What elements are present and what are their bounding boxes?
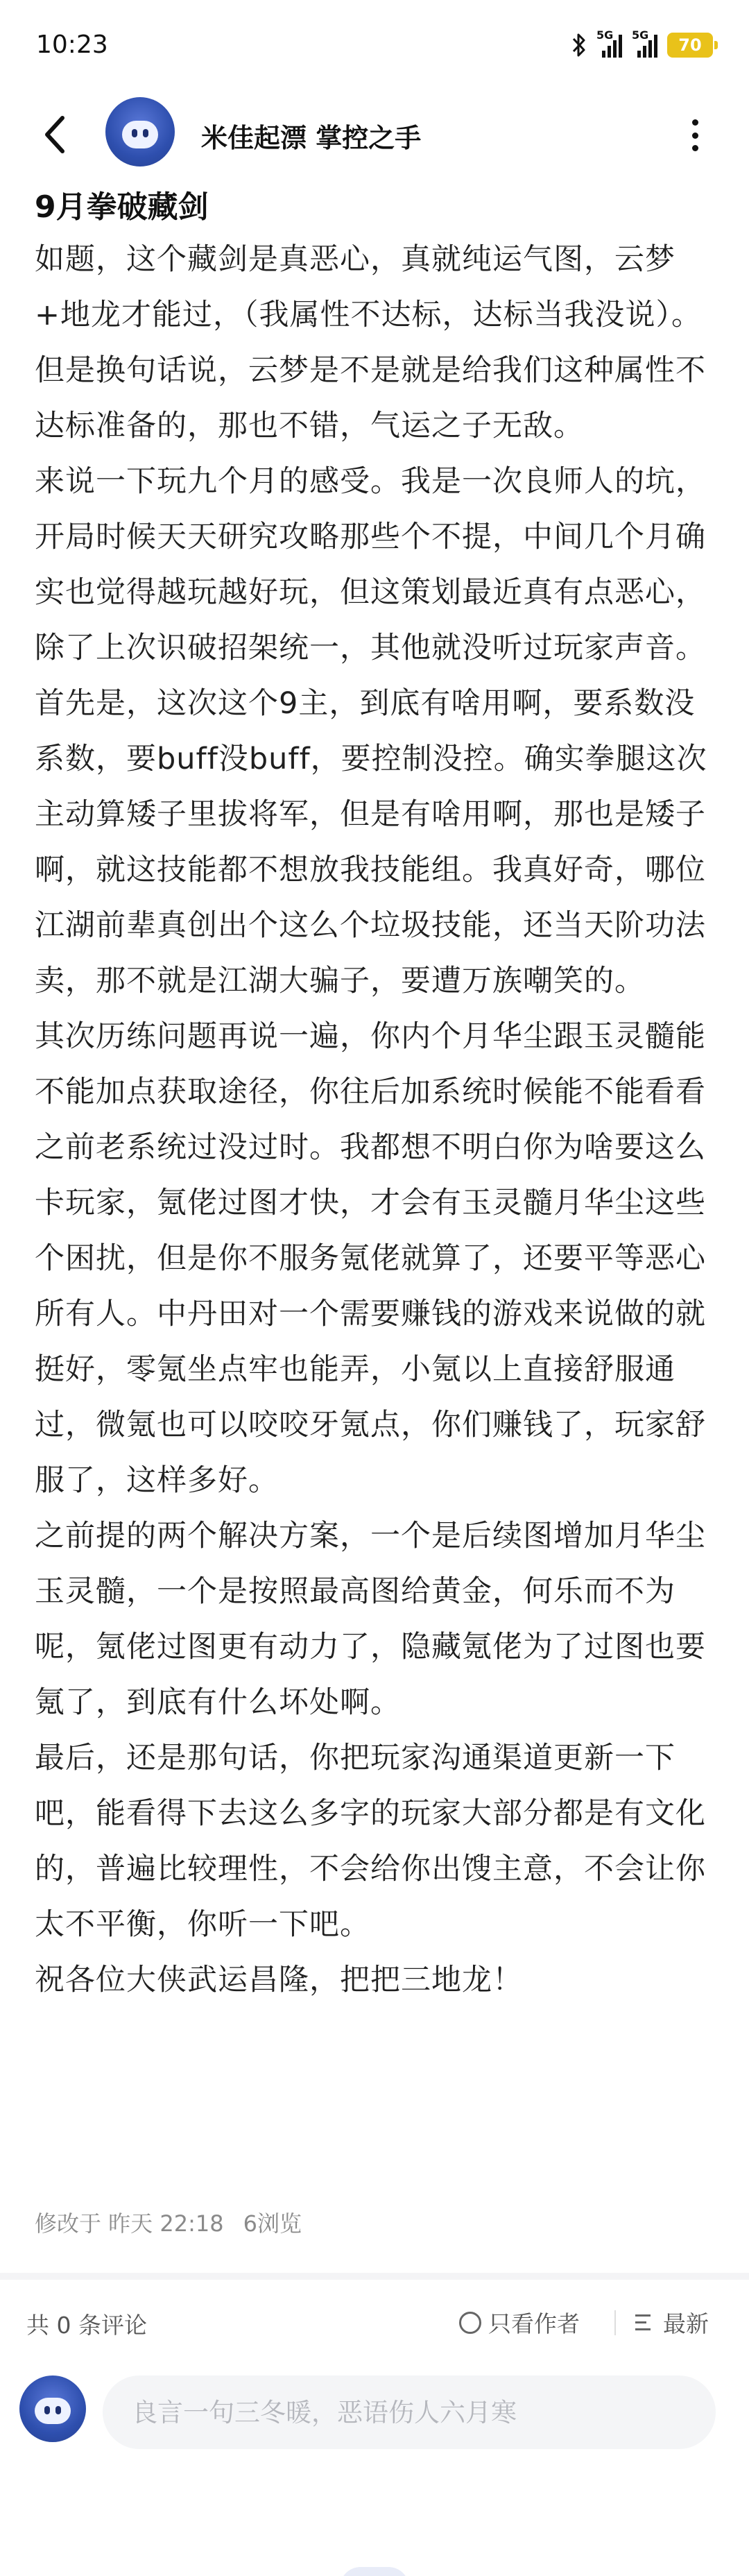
post-paragraph: 首先是，这次这个9主，到底有啥用啊，要系数没系数，要buff没buff，要控制没控。确实拳腿这次主动算矮子里拔将军，但是有啥用啊，那也是矮子啊，就这技能都不想放我技能组。我真好奇，哪位江湖前辈真创出个这么个垃圾技能，还当天阶功法卖，那不就是江湖大骗子，要遭万族嘲笑的。: [35, 686, 707, 998]
post-paragraph: 最后，还是那句话，你把玩家沟通渠道更新一下吧，能看得下去这么多字的玩家大部分都是有文化的，普遍比较理性，不会给你出馊主意，不会让你太不平衡，你听一下吧。: [35, 1741, 706, 1942]
post-paragraph: 其次历练问题再说一遍，你内个月华尘跟玉灵髓能不能加点获取途径，你往后加系统时候能不能看看之前老系统过没过时。我都想不明白你为啥要这么卡玩家，氪佬过图才快，才会有玉灵髓月华尘这些个困扰，但是你不服务氪佬就算了，还要平等恶心所有人。中丹田对一个需要赚钱的游戏来说做的就挺好，零氪坐点牢也能弄，小氪以上直接舒服通过，微氪也可以咬咬牙氪点，你们赚钱了，玩家舒服了，这样多好。: [35, 1019, 706, 1498]
comment-input[interactable]: [103, 2375, 716, 2449]
section-divider: [0, 2273, 749, 2280]
post-paragraph: 之前提的两个解决方案，一个是后续图增加月华尘玉灵髓，一个是按照最高图给黄金，何乐而不为呢，氪佬过图更有动力了，隐藏氪佬为了过图也要氪了，到底有什么坏处啊。: [35, 1519, 706, 1720]
chevron-left-icon[interactable]: [40, 112, 71, 157]
post-paragraph: 如题，这个藏剑是真恶心，真就纯运气图，云梦+地龙才能过，（我属性不达标，达标当我没说）。: [35, 242, 703, 332]
comment-count: 共 0 条评论: [26, 2312, 147, 2339]
only-author-label: 只看作者: [488, 2310, 580, 2337]
modified-time: 修改于 昨天 22:18: [35, 2210, 224, 2237]
status-icons: [571, 28, 713, 62]
radio-icon: [459, 2312, 481, 2334]
signal-icon: [596, 28, 622, 58]
more-vertical-icon[interactable]: [691, 119, 699, 151]
floating-button[interactable]: [340, 2567, 409, 2576]
author-name[interactable]: 米佳起漂 掌控之手: [201, 123, 422, 153]
signal-icon: [632, 28, 657, 58]
sort-label: 最新: [663, 2310, 709, 2337]
bluetooth-icon: [571, 31, 587, 59]
view-count: 6浏览: [243, 2210, 302, 2237]
comments-bar: [0, 2280, 749, 2363]
author-avatar[interactable]: [105, 97, 175, 167]
post-paragraph: 但是换句话说，云梦是不是就是给我们这种属性不达标准备的，那也不错，气运之子无敌。: [35, 353, 706, 443]
divider: [614, 2310, 616, 2335]
post-paragraph: 祝各位大侠武运昌隆，把把三地龙！: [35, 1963, 523, 1997]
battery-icon: 70: [667, 33, 713, 58]
sort-button[interactable]: [635, 2306, 709, 2339]
post-header: [0, 90, 749, 180]
post-title: 9月拳破藏剑: [35, 189, 209, 225]
status-bar: [0, 0, 749, 90]
status-time: 10:23: [36, 31, 108, 59]
network-type-label: 5G: [632, 28, 649, 42]
post-paragraph: 来说一下玩九个月的感受。我是一次良师人的坑，开局时候天天研究攻略那些个不提，中间几个月确实也觉得越玩越好玩，但这策划最近真有点恶心，除了上次识破招架统一，其他就没听过玩家声音。: [35, 464, 706, 665]
post-meta: [35, 2206, 302, 2238]
post-body: [35, 232, 718, 2008]
sort-icon: [635, 2313, 656, 2332]
network-type-label: 5G: [596, 28, 614, 42]
user-avatar: [19, 2375, 86, 2442]
only-author-toggle[interactable]: [459, 2306, 580, 2339]
